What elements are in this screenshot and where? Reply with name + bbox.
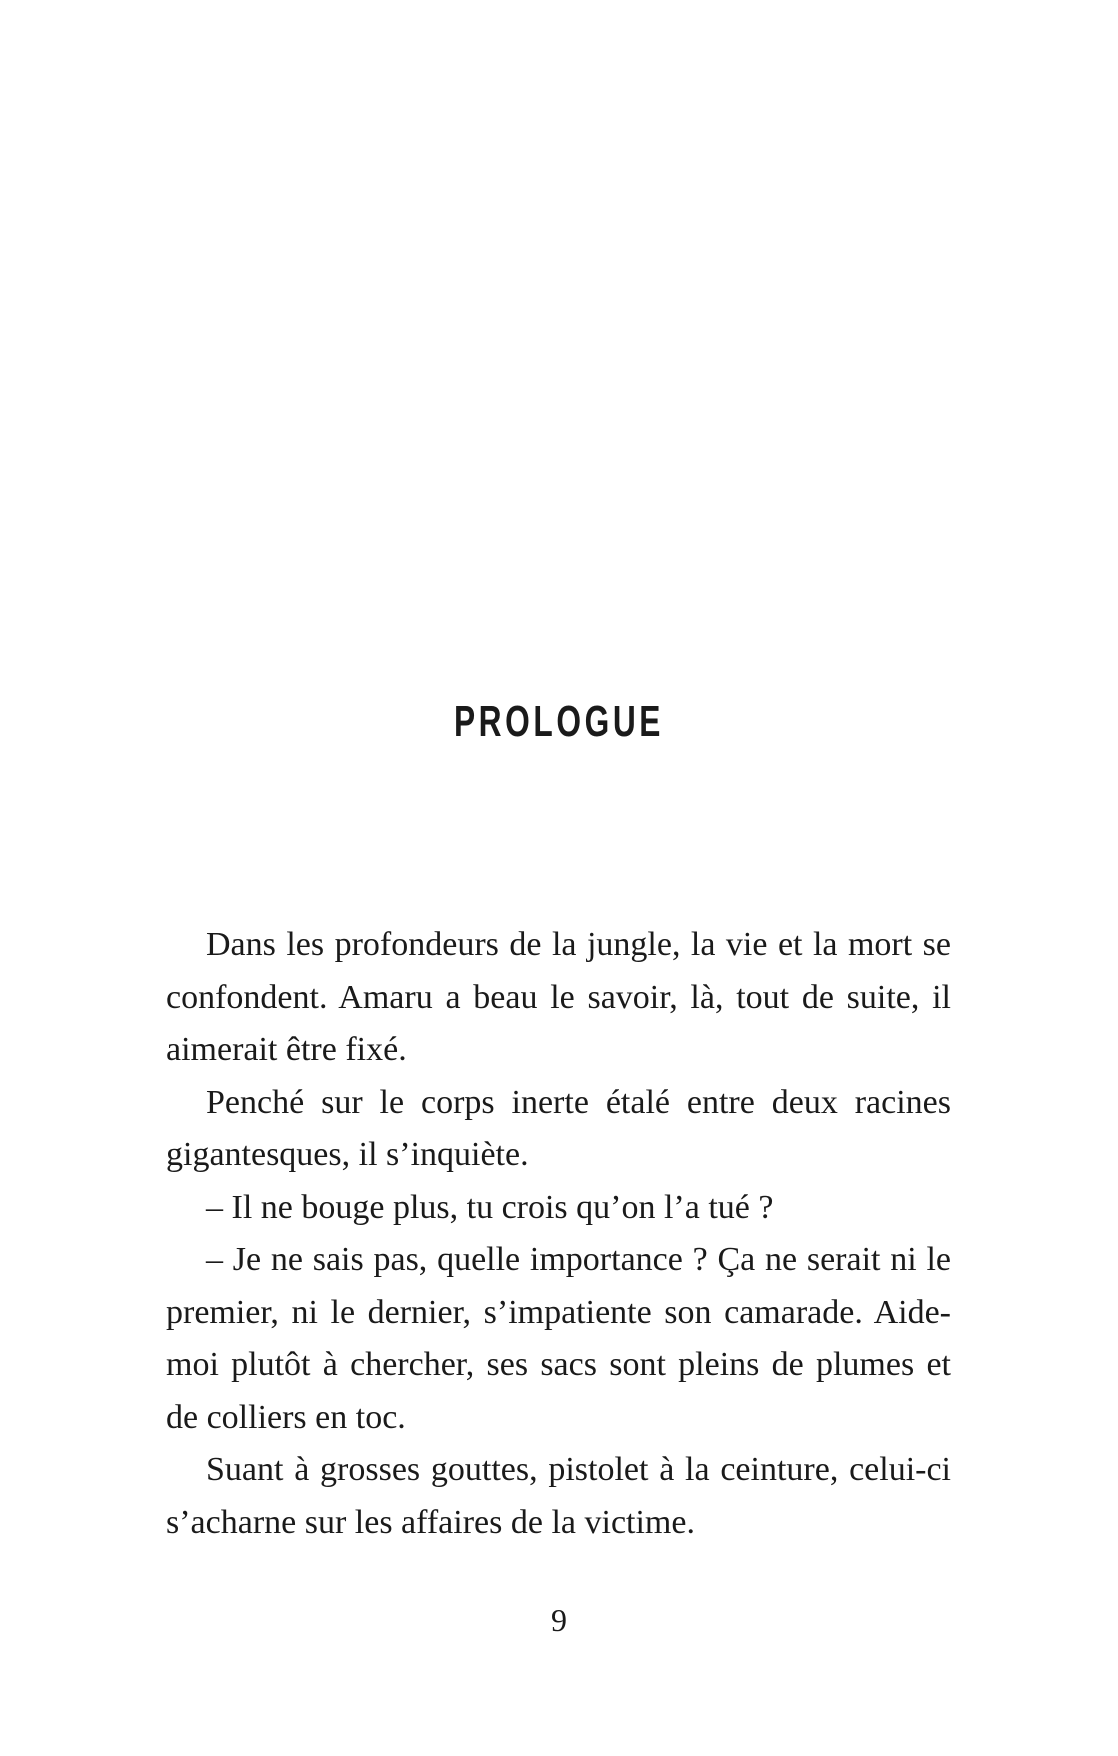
dialogue-line-2: – Je ne sais pas, quelle importance ? Ça ne serait ni le premier, ni le dernier, s’impatiente son camarade. Aide-moi plutôt à chercher, ses sacs sont pleins de plumes et de colliers en toc. <box>166 1241 951 1436</box>
chapter-title: PROLOGUE <box>453 697 665 746</box>
paragraph-3: Suant à grosses gouttes, pistolet à la ceinture, celui-ci s’acharne sur les affaires de la victime. <box>166 1451 951 1541</box>
dialogue-line-1: – Il ne bouge plus, tu crois qu’on l’a tué ? <box>206 1188 774 1226</box>
chapter-body <box>166 919 951 1549</box>
paragraph-1: Dans les profondeurs de la jungle, la vie et la mort se confondent. Amaru a beau le savoir, là, tout de suite, il aimerait être fixé. <box>166 926 951 1068</box>
paragraph-2: Penché sur le corps inerte étalé entre deux racines gigantesques, il s’inquiète. <box>166 1083 951 1173</box>
page-number: 9 <box>551 1602 567 1638</box>
